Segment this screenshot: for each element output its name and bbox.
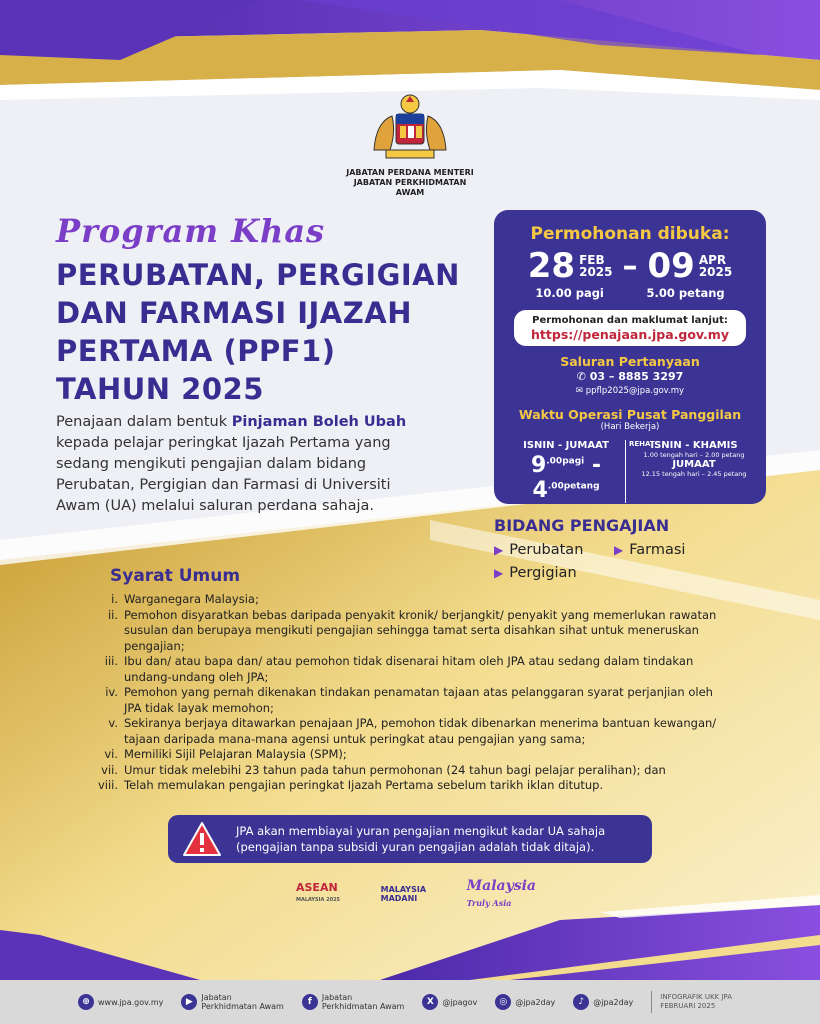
end-month-year: [699, 254, 732, 278]
start-month-year: [579, 254, 612, 278]
youtube-line1: Jabatan: [201, 993, 232, 1002]
ops-start-unit: pagi: [562, 456, 585, 467]
item-number: v.: [108, 716, 118, 730]
end-year: 2025: [698, 265, 733, 279]
field-item: [494, 562, 614, 585]
facebook-icon: f: [302, 994, 318, 1010]
list-item: [88, 716, 728, 747]
field-item: [494, 539, 614, 562]
header-block: [340, 92, 480, 198]
asean-sub: MALAYSIA 2025: [296, 897, 341, 903]
website-link[interactable]: [78, 994, 163, 1010]
item-text: Ibu dan/ atau bapa dan/ atau pemohon tidak disenarai hitam oleh JPA atau sedang dalam tindakan undang-undang oleh JPA;: [124, 654, 694, 684]
item-number: vii.: [101, 762, 118, 777]
youtube-link[interactable]: [181, 993, 284, 1011]
break-label: REHAT: [625, 440, 635, 503]
field-label: Farmasi: [629, 542, 686, 558]
facebook-link[interactable]: [302, 993, 405, 1011]
tiktok-icon: ♪: [573, 994, 589, 1010]
field-label: Pergigian: [509, 565, 577, 581]
infographic-credit: [660, 993, 732, 1011]
item-text: Umur tidak melebihi 23 tahun pada tahun permohonan (24 tahun bagi pelajar peralihan); dan: [124, 762, 666, 777]
facebook-line2: Perkhidmatan Awam: [321, 1002, 405, 1011]
ops-right-days1: ISNIN - KHAMIS: [650, 440, 738, 451]
general-requirements-title: Syarat Umum: [110, 566, 241, 586]
madani-line1: MALAYSIA: [380, 885, 427, 894]
title-line: PERTAMA (PPF1): [56, 334, 336, 368]
application-info-box: [494, 210, 766, 504]
start-month: FEB: [579, 253, 605, 267]
infographic-line1: INFOGRAFIK UKK JPA: [660, 993, 732, 1001]
instagram-text: @jpa2day: [515, 997, 556, 1007]
program-title: [56, 256, 486, 408]
email-line: [494, 384, 766, 399]
ops-left-days: ISNIN - JUMAAT: [523, 440, 609, 451]
field-of-study-title: BIDANG PENGAJIAN: [494, 516, 670, 535]
field-of-study-section: [494, 516, 754, 585]
item-number: iv.: [105, 685, 118, 699]
title-line: DAN FARMASI IJAZAH: [56, 296, 412, 330]
fee-warning-banner: [168, 815, 652, 863]
phone-line: [494, 369, 766, 384]
malaysia-coat-of-arms-icon: [362, 92, 458, 164]
list-item: [88, 778, 728, 794]
item-number: viii.: [97, 778, 118, 792]
x-icon: X: [422, 994, 438, 1010]
date-dash: –: [622, 248, 638, 284]
item-number: i.: [111, 592, 118, 606]
website-text: www.jpa.gov.my: [98, 997, 164, 1007]
madani-line2: MADANI: [380, 894, 418, 903]
ops-right-days2: JUMAAT: [672, 459, 716, 470]
start-day: 28: [527, 246, 576, 286]
list-item: [88, 747, 728, 763]
item-text: Memiliki Sijil Pelajaran Malaysia (SPM);: [124, 747, 347, 761]
ops-weekday-hours: [511, 440, 621, 503]
email-icon: ✉: [575, 386, 586, 396]
visit-malaysia-logo: [467, 878, 536, 910]
x-link[interactable]: [422, 994, 477, 1010]
instagram-link[interactable]: [495, 994, 555, 1010]
intro-pre: Penajaan dalam bentuk: [56, 414, 232, 430]
org-name-line2: JABATAN PERKHIDMATAN AWAM: [353, 178, 467, 197]
warning-text: [236, 823, 605, 855]
item-text: Sekiranya berjaya ditawarkan penajaan JPA, pemohon tidak dibenarkan menerima bantuan kewangan/ tajaan daripada mana-mana agensi untuk peringkat atau pengajian yang sama;: [124, 716, 717, 746]
start-year: 2025: [579, 265, 613, 279]
list-item: [88, 763, 728, 779]
visit-sub: Truly Asia: [466, 898, 512, 908]
ops-end-hour: 4: [532, 478, 548, 503]
list-item: [88, 685, 728, 716]
ops-start-hour: 9: [530, 453, 547, 478]
warning-line1: JPA akan membiayai yuran pengajian mengikut kadar UA sahaja: [236, 824, 606, 838]
end-time: 5.00 petang: [646, 286, 725, 300]
field-label: Perubatan: [509, 542, 584, 558]
item-text: Pemohon yang pernah dikenakan tindakan penamatan tajaan atas pelanggaran syarat perjanjian oleh JPA tidak layak memohon;: [124, 685, 713, 715]
malaysia-madani-logo: [381, 885, 426, 903]
ops-right-note1: 1.00 tengah hari – 2.00 petang: [643, 451, 745, 459]
ops-break-hours: [639, 440, 749, 503]
ops-left-time: $9^{.00pagi} - 4^{.00petang}$: [530, 453, 602, 503]
globe-icon: ⊕: [78, 994, 94, 1010]
chevron-right-icon: ▶: [614, 543, 624, 557]
ops-subheading: (Hari Bekerja): [600, 422, 660, 432]
social-footer: [0, 980, 820, 1024]
list-item: [88, 608, 728, 655]
application-url-link[interactable]: https://penajaan.jpa.gov.my: [531, 327, 729, 342]
item-text: Telah memulakan pengajian peringkat Ijazah Pertama sebelum tarikh iklan ditutup.: [124, 778, 604, 792]
list-item: [88, 592, 728, 608]
end-day: 09: [647, 246, 695, 286]
tiktok-link[interactable]: [573, 994, 633, 1010]
email-address: ppflp2025@jpa.gov.my: [585, 386, 685, 396]
field-of-study-list: [494, 539, 754, 585]
application-open-heading: Permohonan dibuka:: [530, 224, 730, 244]
requirements-list: [88, 592, 728, 794]
asean-text: ASEAN: [296, 881, 338, 894]
ops-hours: [494, 440, 766, 503]
youtube-text: [201, 993, 284, 1011]
item-number: iii.: [104, 654, 118, 668]
youtube-icon: ▶: [181, 994, 197, 1010]
start-time: 10.00 pagi: [535, 286, 604, 300]
phone-number: 03 – 8885 3297: [589, 370, 684, 383]
facebook-text: [322, 993, 405, 1011]
asean-malaysia-logo: [296, 883, 340, 905]
facebook-line1: Jabatan: [321, 993, 353, 1002]
ops-start-min: .00: [546, 456, 563, 467]
item-text: Pemohon disyaratkan bebas daripada penyakit kronik/ berjangkit/ penyakit yang memerlukan rawatan susulan dan berupaya mengikuti pengajian sehingga tamat serta disahkan sihat untuk meneruskan pengajian;: [124, 607, 717, 653]
org-name-line1: JABATAN PERDANA MENTERI: [346, 168, 474, 177]
warning-icon: [182, 821, 222, 857]
item-number: vi.: [104, 747, 118, 761]
title-line: TAHUN 2025: [56, 372, 264, 406]
warning-line2: (pengajian tanpa subsidi yuran pengajian adalah tidak ditaja).: [236, 840, 595, 854]
link-label: Permohonan dan maklumat lanjut:: [532, 315, 728, 326]
title-line: PERUBATAN, PERGIGIAN: [56, 258, 460, 292]
enquiry-heading: Saluran Pertanyaan: [560, 354, 700, 369]
field-item: [614, 539, 734, 562]
footer-divider: [651, 991, 652, 1013]
intro-post: kepada pelajar peringkat Ijazah Pertama yang sedang mengikuti pengajian dalam bidang Perubatan, Pergigian dan Farmasi di Universiti Awam (UA) melalui saluran perdana sahaja.: [56, 435, 391, 514]
list-item: [88, 654, 728, 685]
x-text: @jpagov: [442, 997, 478, 1007]
tiktok-text: @jpa2day: [593, 997, 634, 1007]
intro-bold: Pinjaman Boleh Ubah: [231, 414, 407, 430]
time-row: [514, 286, 746, 300]
chevron-right-icon: ▶: [494, 543, 504, 557]
infographic-line2: FEBRUARI 2025: [660, 1002, 716, 1010]
application-link-pill[interactable]: [514, 310, 746, 346]
ops-end-unit: petang: [563, 481, 600, 492]
instagram-icon: ◎: [495, 994, 511, 1010]
program-script-title: Program Khas: [56, 212, 326, 250]
chevron-right-icon: ▶: [494, 566, 504, 580]
youtube-line2: Perkhidmatan Awam: [201, 1002, 284, 1011]
partner-logos: [296, 874, 536, 914]
ops-right-note2: 12.15 tengah hari – 2.45 petang: [641, 470, 747, 478]
item-text: Warganegara Malaysia;: [124, 592, 259, 606]
visit-text: Malaysia: [466, 878, 536, 894]
end-month: APR: [698, 253, 727, 267]
intro-paragraph: [56, 412, 436, 517]
phone-icon: ✆: [576, 370, 590, 383]
item-number: ii.: [107, 607, 118, 622]
date-range: [494, 248, 766, 284]
ops-heading: Waktu Operasi Pusat Panggilan: [518, 407, 742, 422]
ops-end-min: .00: [547, 481, 564, 492]
